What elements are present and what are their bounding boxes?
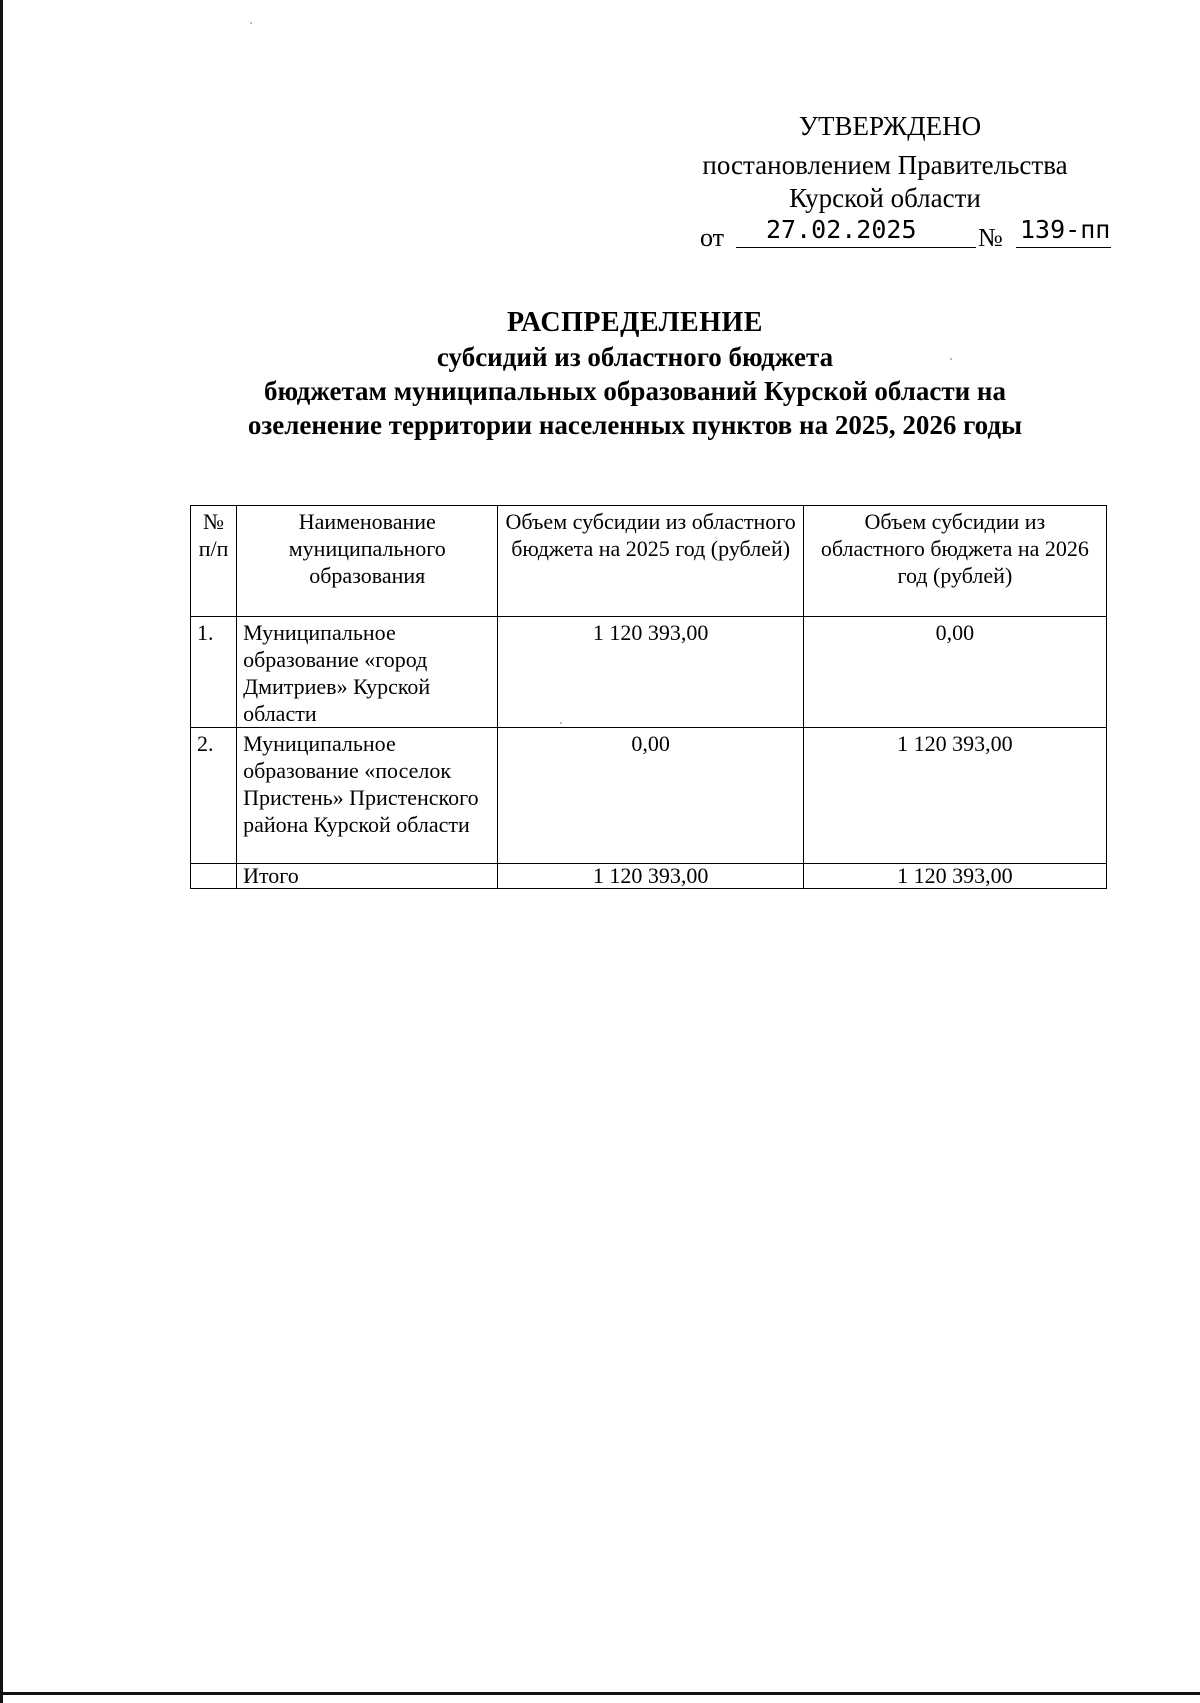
scan-edge-bottom bbox=[0, 1692, 1200, 1695]
row-name: Муниципальное образование «город Дмитриев» Курской области bbox=[237, 617, 498, 728]
from-label: от bbox=[700, 223, 725, 252]
header-2025: Объем субсидии из областного бюджета на 2025 год (рублей) bbox=[498, 506, 803, 617]
row-amount-2025: 0,00 bbox=[498, 728, 803, 864]
scan-speck bbox=[250, 22, 252, 24]
total-num-cell bbox=[191, 864, 237, 889]
total-label: Итого bbox=[237, 864, 498, 889]
number-label: № bbox=[978, 223, 1003, 252]
title-line-2: субсидий из областного бюджета bbox=[436, 342, 834, 372]
decree-date: 27.02.2025 bbox=[736, 212, 976, 248]
decree-number: 139-пп bbox=[1016, 212, 1111, 248]
row-num: 1. bbox=[191, 617, 237, 728]
header-name: Наименование муниципального образования bbox=[237, 506, 498, 617]
decree-line: постановлением Правительства bbox=[702, 150, 1068, 180]
row-amount-2026: 1 120 393,00 bbox=[803, 728, 1106, 864]
distribution-table bbox=[190, 505, 1107, 889]
row-name: Муниципальное образование «поселок Пристень» Пристенского района Курской области bbox=[237, 728, 498, 864]
table-row bbox=[191, 617, 1107, 728]
document-title bbox=[180, 306, 1090, 442]
table-total-row bbox=[191, 864, 1107, 889]
header-num: № п/п bbox=[191, 506, 237, 617]
title-main: РАСПРЕДЕЛЕНИЕ bbox=[507, 307, 763, 338]
approved-word: УТВЕРЖДЕНО bbox=[798, 111, 982, 141]
total-amount-2026: 1 120 393,00 bbox=[803, 864, 1106, 889]
table-header-row bbox=[191, 506, 1107, 617]
row-amount-2025: 1 120 393,00 bbox=[498, 617, 803, 728]
total-amount-2025: 1 120 393,00 bbox=[498, 864, 803, 889]
title-line-3: бюджетам муниципальных образований Курской области на bbox=[264, 376, 1006, 406]
row-num: 2. bbox=[191, 728, 237, 864]
header-2026: Объем субсидии из областного бюджета на 2026 год (рублей) bbox=[803, 506, 1106, 617]
row-amount-2026: 0,00 bbox=[803, 617, 1106, 728]
region-line: Курской области bbox=[789, 183, 981, 213]
scan-edge-left bbox=[0, 0, 3, 1703]
table-row bbox=[191, 728, 1107, 864]
decree-date-row bbox=[700, 212, 1110, 252]
title-line-4: озеленение территории населенных пунктов на 2025, 2026 годы bbox=[247, 410, 1023, 440]
